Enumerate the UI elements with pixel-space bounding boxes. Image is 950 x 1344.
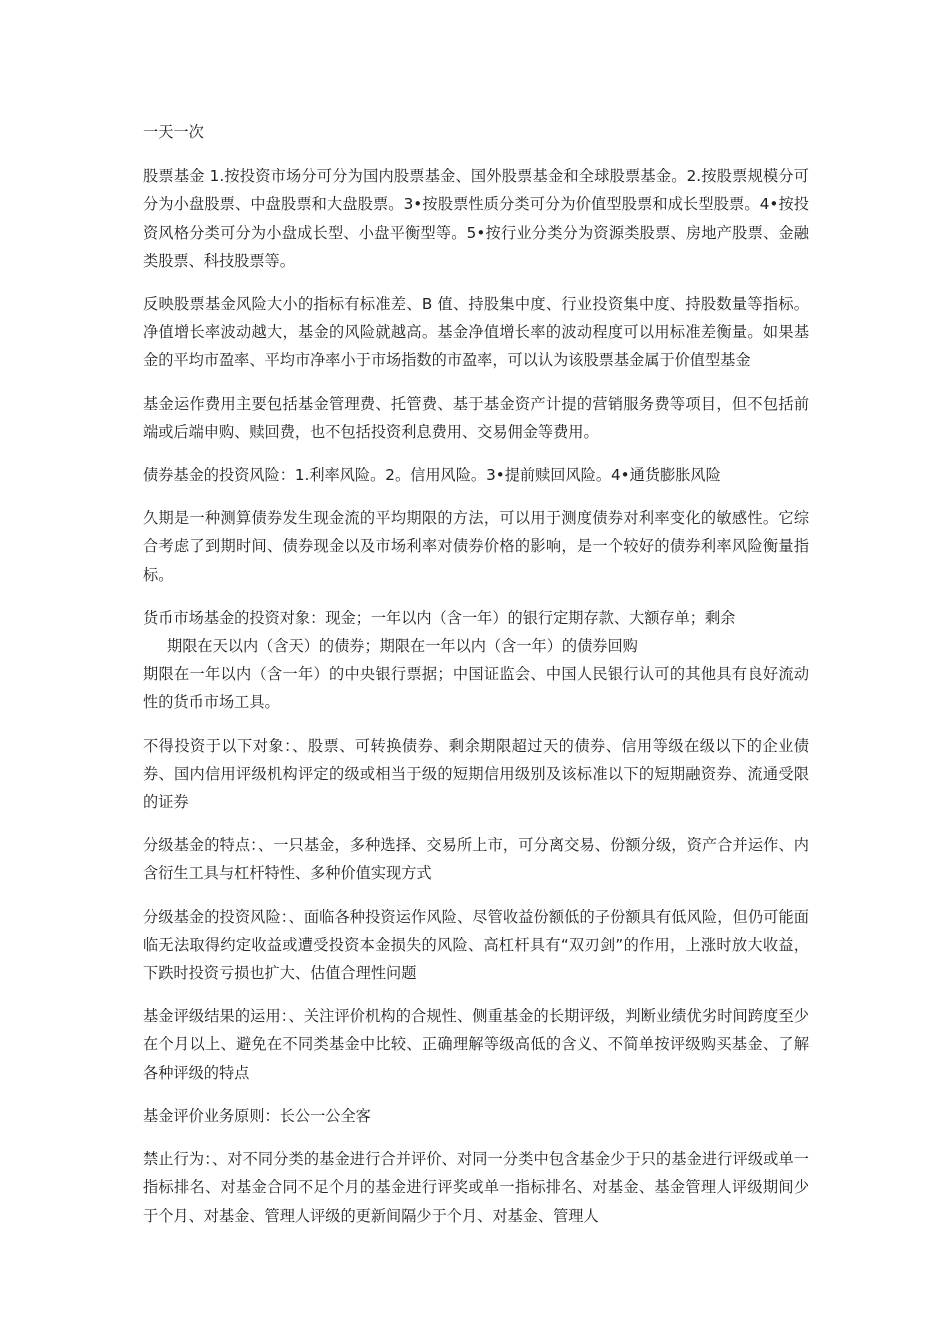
paragraph-fund-operating-fees: 基金运作费用主要包括基金管理费、托管费、基于基金资产计提的营销服务费等项目，但不包括前端或后端申购、赎回费，也不包括投资利息费用、交易佣金等费用。 (143, 394, 809, 441)
paragraph-stock-fund-classification: 股票基金 1.按投资市场分可分为国内股票基金、国外股票基金和全球股票基金。2.按股票规模分可分为小盘股票、中盘股票和大盘股票。3•按股票性质分类可分为价值型股票和成长型股票。4•按投资风格分类可分为小盘成长型、小盘平衡型等。5•按行业分类分为资源类股票、房地产股票、金融类股票、科技股票等。 (143, 167, 809, 270)
paragraph-prohibited-investments: 不得投资于以下对象：、股票、可转换债券、剩余期限超过天的债券、信用等级在级以下的企业债券、国内信用评级机构评定的级或相当于级的短期信用级别及该标准以下的短期融资券、流通受限的证券 (143, 736, 809, 812)
document-title: 一天一次 (143, 123, 204, 141)
paragraph-fund-evaluation-principles: 基金评价业务原则：长公一公全客 (143, 1106, 371, 1125)
money-market-line-2: 期限在天以内（含天）的债券；期限在一年以内（含一年）的债券回购 (167, 637, 638, 656)
document-page (143, 118, 809, 1245)
paragraph-duration: 久期是一种测算债券发生现金流的平均期限的方法，可以用于测度债券对利率变化的敏感性。它综合考虑了到期时间、债券现金以及市场利率对债券价格的影响，是一个较好的债券利率风险衡量指标。 (143, 509, 809, 584)
paragraph-structured-fund-risks: 分级基金的投资风险：、面临各种投资运作风险、尽管收益份额低的子份额具有低风险，但仍可能面临无法取得约定收益或遭受投资本金损失的风险、高杠杆具有“双刃剑”的作用，上涨时放大收益，下跌时投资亏损也扩大、估值合理性问题 (143, 907, 809, 983)
paragraph-prohibited-behaviors: 禁止行为：、对不同分类的基金进行合并评价、对同一分类中包含基金少于只的基金进行评级或单一指标排名、对基金合同不足个月的基金进行评奖或单一指标排名、对基金、基金管理人评级期间少于个月、对基金、管理人评级的更新间隔少于个月、对基金、管理人 (143, 1150, 809, 1225)
paragraph-stock-fund-risk-indicators: 反映股票基金风险大小的指标有标准差、B 值、持股集中度、行业投资集中度、持股数量等指标。净值增长率波动越大，基金的风险就越高。基金净值增长率的波动程度可以用标准差衡量。如果基金的平均市盈率、平均市净率小于市场指数的市盈率，可以认为该股票基金属于价值型基金 (143, 295, 809, 370)
money-market-line-1: 货币市场基金的投资对象：现金；一年以内（含一年）的银行定期存款、大额存单；剩余 (143, 608, 736, 627)
paragraph-money-market-investments (143, 604, 809, 660)
paragraph-money-market-continued: 期限在一年以内（含一年）的中央银行票据；中国证监会、中国人民银行认可的其他具有良好流动性的货币市场工具。 (143, 665, 809, 712)
paragraph-bond-fund-risks: 债券基金的投资风险：1.利率风险。2。信用风险。3•提前赎回风险。4•通货膨胀风险 (143, 466, 721, 485)
paragraph-structured-fund-features: 分级基金的特点：、一只基金，多种选择、交易所上市，可分离交易、份额分级，资产合并运作、内含衍生工具与杠杆特性、多种价值实现方式 (143, 836, 809, 883)
paragraph-fund-rating-usage: 基金评级结果的运用：、关注评价机构的合规性、侧重基金的长期评级，判断业绩优劣时间跨度至少在个月以上、避免在不同类基金中比较、正确理解等级高低的含义、不简单按评级购买基金、了解各种评级的特点 (143, 1007, 809, 1082)
